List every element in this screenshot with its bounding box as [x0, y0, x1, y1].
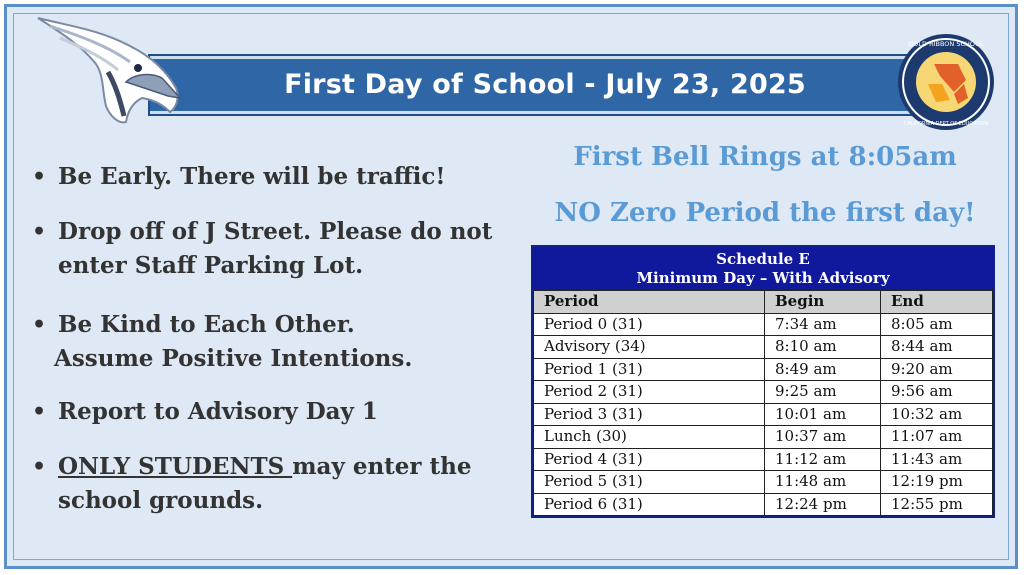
table-row — [534, 403, 993, 426]
table-row — [534, 381, 993, 404]
list-item — [30, 160, 445, 194]
schedule-header — [533, 247, 993, 290]
table-cell: 8:44 am — [881, 336, 993, 359]
table-cell: 12:55 pm — [881, 493, 993, 516]
table-cell: 8:10 am — [765, 336, 881, 359]
table-cell: 9:25 am — [765, 381, 881, 404]
table-row — [534, 471, 993, 494]
table-row — [534, 493, 993, 516]
table-cell: 11:43 am — [881, 448, 993, 471]
gold-ribbon-seal-icon — [896, 32, 996, 132]
list-item-text: Be Early. There will be traffic! — [58, 163, 446, 190]
table-cell: 8:49 am — [765, 358, 881, 381]
table-cell: Period 5 (31) — [534, 471, 765, 494]
table-header-row — [534, 291, 993, 314]
table-row — [534, 426, 993, 449]
table-cell: Period 6 (31) — [534, 493, 765, 516]
table-cell: Period 1 (31) — [534, 358, 765, 381]
table-cell: 11:12 am — [765, 448, 881, 471]
schedule-grid — [533, 290, 993, 516]
table-cell: Period 3 (31) — [534, 403, 765, 426]
table-cell: 11:07 am — [881, 426, 993, 449]
table-cell: 8:05 am — [881, 313, 993, 336]
bullet-icon: • — [32, 454, 47, 480]
svg-text:CALIFORNIA DEPT OF EDUCATION: CALIFORNIA DEPT OF EDUCATION — [903, 121, 989, 127]
list-item-text: school grounds. — [58, 487, 264, 514]
table-cell: Period 2 (31) — [534, 381, 765, 404]
table-cell: 10:37 am — [765, 426, 881, 449]
table-row — [534, 358, 993, 381]
list-item-text: Be Kind to Each Other. — [58, 311, 355, 338]
table-cell: Period 0 (31) — [534, 313, 765, 336]
bullet-icon: • — [32, 399, 47, 425]
list-item — [30, 450, 472, 518]
zero-period-notice: NO Zero Period the first day! — [554, 198, 976, 228]
first-bell-notice: First Bell Rings at 8:05am — [573, 142, 957, 172]
list-item — [30, 395, 378, 429]
list-item — [30, 215, 492, 283]
table-cell: 9:56 am — [881, 381, 993, 404]
bullet-icon: • — [32, 312, 47, 338]
schedule-title: Schedule E — [716, 250, 810, 268]
table-cell: 10:01 am — [765, 403, 881, 426]
table-cell: 12:19 pm — [881, 471, 993, 494]
list-item-text: enter Staff Parking Lot. — [58, 252, 364, 279]
list-item-text: may enter the — [292, 453, 472, 480]
column-header: Period — [534, 291, 765, 314]
schedule-table — [531, 245, 995, 518]
schedule-subtitle: Minimum Day – With Advisory — [636, 269, 890, 287]
svg-text:GOLD RIBBON SCHOOL: GOLD RIBBON SCHOOL — [908, 40, 984, 48]
table-cell: 11:48 am — [765, 471, 881, 494]
page-title: First Day of School - July 23, 2025 — [284, 69, 806, 100]
table-cell: 10:32 am — [881, 403, 993, 426]
bullet-icon: • — [32, 164, 47, 190]
table-cell: Period 4 (31) — [534, 448, 765, 471]
list-item — [30, 308, 412, 376]
table-row — [534, 448, 993, 471]
column-header: Begin — [765, 291, 881, 314]
bullet-icon: • — [32, 219, 47, 245]
list-item-text: Drop off of J Street. Please do not — [58, 218, 493, 245]
eagle-mascot-icon — [30, 12, 190, 130]
table-cell: Advisory (34) — [534, 336, 765, 359]
emphasis-text: ONLY STUDENTS — [58, 453, 293, 480]
table-cell: 9:20 am — [881, 358, 993, 381]
table-cell: 12:24 pm — [765, 493, 881, 516]
list-item-text: Assume Positive Intentions. — [54, 345, 413, 372]
list-item-text: Report to Advisory Day 1 — [58, 398, 378, 425]
column-header: End — [881, 291, 993, 314]
table-cell: Lunch (30) — [534, 426, 765, 449]
table-cell: 7:34 am — [765, 313, 881, 336]
table-row — [534, 313, 993, 336]
title-banner — [150, 56, 940, 114]
table-row — [534, 336, 993, 359]
